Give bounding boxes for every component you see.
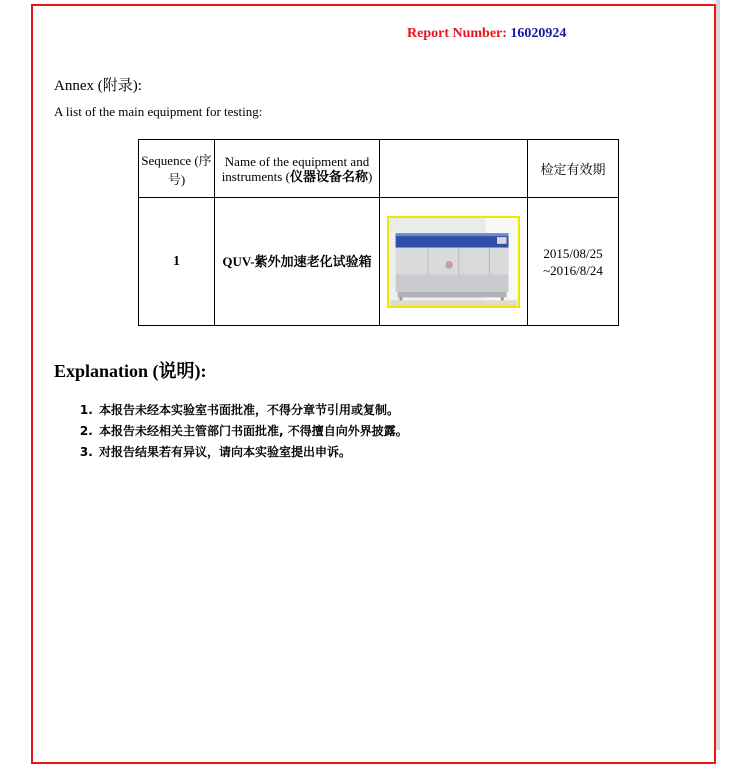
table-header-row: [139, 140, 619, 198]
header-name-en: Name of the equipment and instruments (: [221, 153, 370, 184]
header-photo: [380, 140, 528, 198]
report-number-value: 16020924: [510, 26, 567, 41]
page-edge-shadow: [716, 0, 720, 750]
header-equipment-name: [215, 140, 380, 198]
equipment-intro: A list of the main equipment for testing:: [54, 104, 263, 119]
report-number: [407, 26, 566, 42]
equipment-table: [138, 139, 619, 326]
report-number-label: Report Number:: [407, 26, 507, 41]
valid-to: ~2016/8/24: [543, 262, 603, 278]
row-equipment-name: QUV-紫外加速老化试验箱: [215, 198, 380, 326]
explanation-title: Explanation (说明):: [54, 361, 207, 381]
valid-from: 2015/08/25: [543, 245, 603, 261]
explanation-list: [75, 400, 697, 463]
list-item: 1. 本报告未经本实验室书面批准，不得分章节引用或复制。: [97, 400, 697, 421]
header-name-cn: 仪器设备名称: [289, 168, 368, 184]
list-item: 2. 本报告未经相关主管部门书面批准, 不得擅自向外界披露。: [97, 421, 697, 442]
row-sequence: 1: [139, 198, 215, 326]
uv-aging-chamber-photo: [387, 216, 520, 308]
header-validity: 检定有效期: [528, 140, 619, 198]
header-name-close: ): [367, 168, 373, 184]
row-photo-cell: [380, 198, 528, 326]
header-sequence: Sequence (序号): [139, 140, 215, 198]
annex-title: Annex (附录):: [54, 78, 142, 94]
list-item: 3. 对报告结果若有异议，请向本实验室提出申诉。: [97, 442, 697, 463]
table-row: [139, 198, 619, 326]
row-validity: [528, 198, 619, 326]
